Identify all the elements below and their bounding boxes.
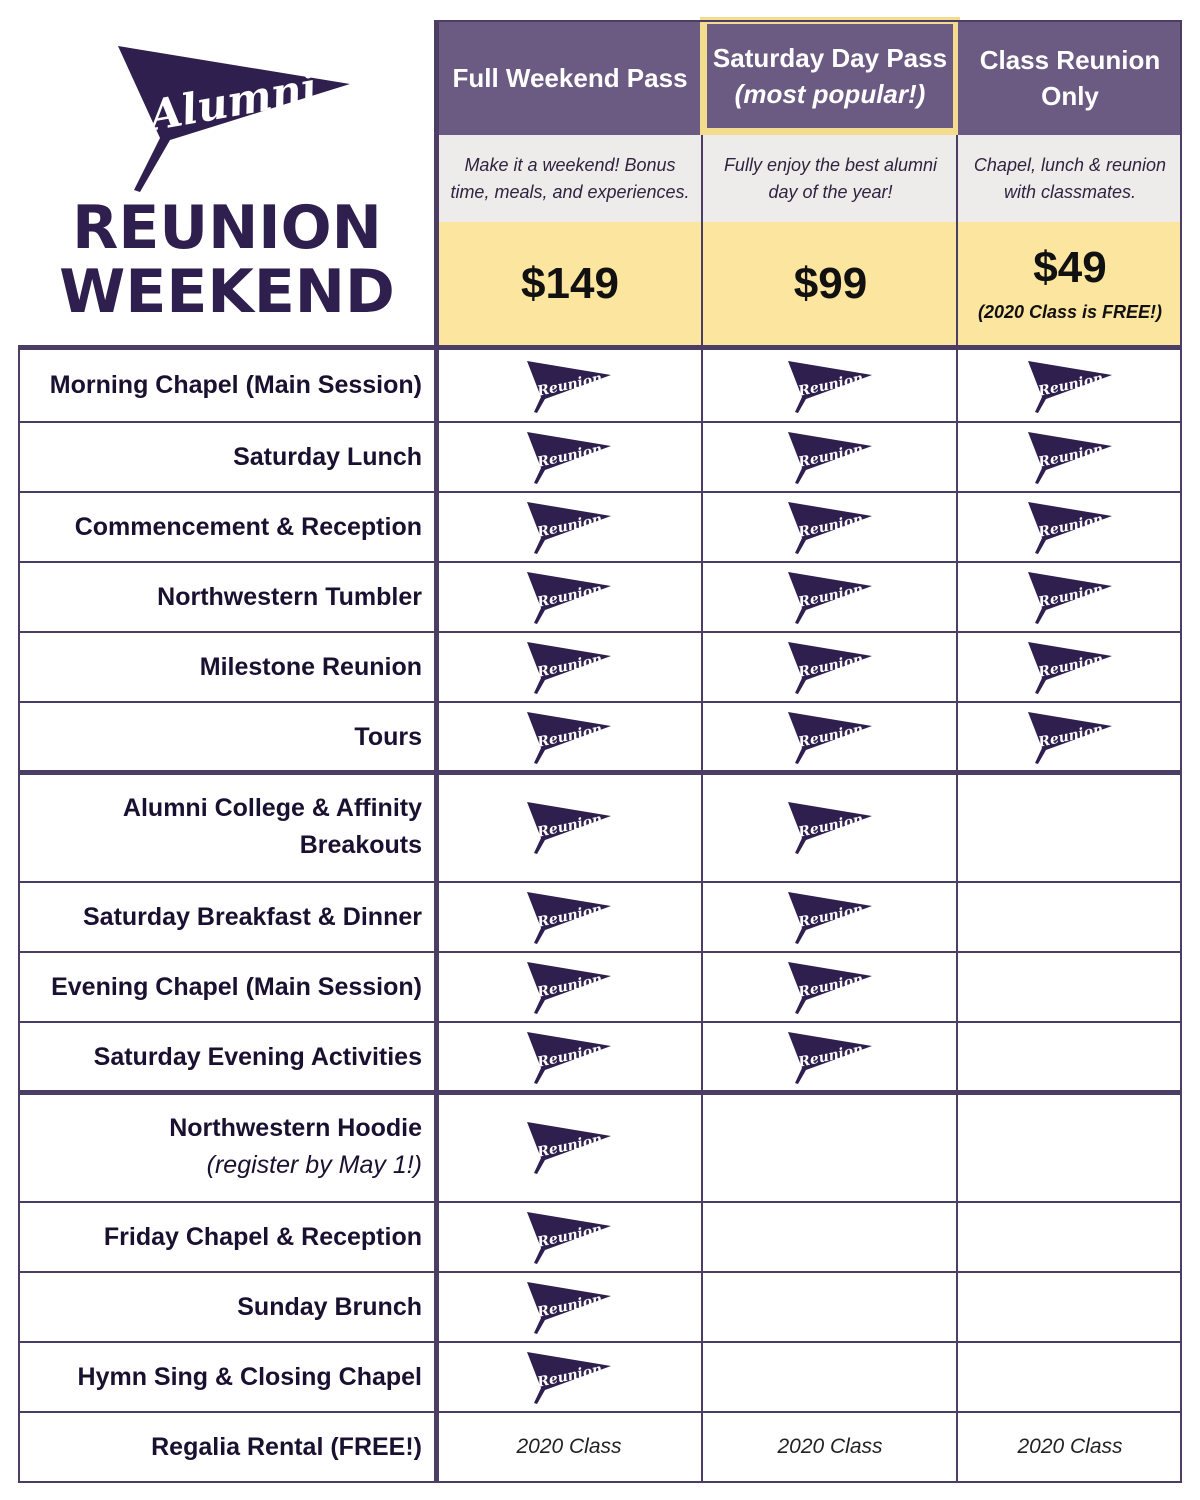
reunion-pennant-icon [525,800,613,854]
cell-text: 2020 Class [516,1435,622,1458]
plan-name-tagline: (most popular!) [734,79,926,109]
plan-price-saturday-day [703,222,958,346]
feature-cell [958,1412,1182,1482]
table-row [18,952,1182,1022]
pennant-text: Reunion [536,651,604,681]
feature-label [18,952,436,1022]
feature-cell [958,632,1182,702]
reunion-pennant-icon [525,570,613,624]
plan-name: Class Reunion [979,44,1161,75]
pennant-text: Reunion [1037,651,1105,681]
feature-cell [436,562,702,632]
price-amount: $99 [793,259,868,308]
pennant-text: Reunion [536,1041,604,1071]
header-top-border [434,20,1182,22]
feature-cell [958,952,1182,1022]
feature-label [18,632,436,702]
pennant-text: Reunion [797,369,865,400]
pennant-text: Reunion [536,369,604,400]
feature-cell [436,882,702,952]
reunion-pennant-icon [786,430,874,484]
feature-label-text: Morning Chapel (Main Session) [49,371,422,399]
reunion-pennant-icon [1026,359,1114,413]
reunion-pennant-icon [786,890,874,944]
feature-label-text: Alumni College & Affinity [122,794,422,822]
pennant-text: Reunion [797,441,865,471]
pennant-text: Reunion [536,1131,604,1161]
table-row [18,1202,1182,1272]
reunion-pennant-icon [525,640,613,694]
feature-label-subtext: Breakouts [299,831,422,859]
feature-label [18,562,436,632]
feature-cell [436,1092,702,1202]
feature-cell [436,1342,702,1412]
pennant-text: Reunion [536,971,604,1001]
reunion-pennant-icon [1026,430,1114,484]
plan-price-class-reunion [958,222,1182,346]
pennant-text: Reunion [1037,721,1105,751]
pennant-text: Reunion [536,721,604,751]
table-right-border [1180,20,1182,1482]
feature-cell [958,492,1182,562]
feature-cell [436,1202,702,1272]
reunion-pennant-icon [525,359,613,413]
feature-cell [702,882,958,952]
reunion-pennant-icon [525,890,613,944]
feature-cell [702,772,958,882]
feature-cell [702,422,958,492]
feature-cell [436,952,702,1022]
price-amount: $149 [521,259,619,308]
feature-cell [702,1202,958,1272]
feature-cell [702,1092,958,1202]
plan-description-saturday-day: Fully enjoy the best alumni day of the year! [703,135,958,222]
feature-cell [958,422,1182,492]
feature-label-text: Friday Chapel & Reception [103,1222,422,1251]
reunion-pennant-icon [525,500,613,554]
reunion-pennant-icon [525,430,613,484]
pennant-text: Reunion [536,511,604,541]
pennant-text: Reunion [1037,511,1105,541]
pennant-text: Reunion [797,901,865,931]
reunion-pennant-icon [1026,710,1114,764]
table-row [18,349,1182,422]
table-row [18,1022,1182,1092]
feature-cell [436,772,702,882]
reunion-pennant-icon [525,710,613,764]
plan-header-class-reunion [958,20,1182,135]
reunion-pennant-icon [525,960,613,1014]
feature-cell [702,562,958,632]
feature-cell [958,1342,1182,1412]
table-row [18,772,1182,882]
table-row [18,882,1182,952]
pennant-text: Reunion [797,511,865,541]
table-left-border [18,345,20,1482]
feature-label [18,1092,436,1202]
table-row [18,632,1182,702]
reunion-pennant-icon [525,1280,613,1334]
feature-cell [702,1342,958,1412]
feature-label-text: Commencement & Reception [74,512,422,541]
feature-cell [436,492,702,562]
table-row [18,492,1182,562]
feature-label [18,1412,436,1482]
feature-cell [958,562,1182,632]
reunion-pennant-icon [786,500,874,554]
plan-header-full-weekend [438,20,702,135]
feature-cell [436,422,702,492]
table-row [18,1092,1182,1202]
plan-header-saturday-day [700,17,960,135]
plan-description-full-weekend: Make it a weekend! Bonus time, meals, and experiences. [438,135,702,222]
feature-label-text: Evening Chapel (Main Session) [51,972,422,1001]
table-row [18,422,1182,492]
feature-cell [436,1272,702,1342]
plan-name-line2: Only [1041,80,1099,111]
pennant-text: Reunion [797,651,865,681]
plan-name: Full Weekend Pass [452,62,688,93]
pennant-text: Reunion [536,901,604,931]
feature-label-text: Hymn Sing & Closing Chapel [77,1362,422,1391]
table-row [18,1412,1182,1482]
reunion-pennant-icon [786,710,874,764]
feature-label-text: Saturday Breakfast & Dinner [82,902,422,931]
feature-label [18,1272,436,1342]
pennant-text: Reunion [1037,369,1105,400]
pennant-text: Reunion [797,721,865,751]
feature-cell [958,1272,1182,1342]
logo-script-text: Alumni [145,62,322,141]
reunion-pennant-icon [786,960,874,1014]
pennant-text: Reunion [536,1221,604,1251]
plan-description-class-reunion: Chapel, lunch & reunion with classmates. [958,135,1182,222]
cell-text: 2020 Class [777,1435,883,1458]
reunion-pennant-icon [1026,570,1114,624]
price-note: (2020 Class is FREE!) [977,302,1163,322]
alumni-reunion-logo [18,20,436,346]
logo-title-weekend: WEEKEND [59,257,395,327]
feature-label-text: Tours [354,722,422,751]
feature-label-subtext: (register by May 1!) [206,1151,422,1179]
feature-cell [702,1022,958,1092]
pennant-text: Reunion [797,1041,865,1071]
feature-label [18,1342,436,1412]
feature-cell [958,882,1182,952]
reunion-pennant-icon [786,1030,874,1084]
table-row [18,702,1182,772]
reunion-pennant-icon [786,570,874,624]
cell-text: 2020 Class [1017,1435,1123,1458]
pennant-text: Reunion [1037,441,1105,471]
feature-cell [958,1022,1182,1092]
feature-cell [436,632,702,702]
feature-label-text: Saturday Evening Activities [93,1042,422,1071]
reunion-pennant-icon [786,640,874,694]
feature-label [18,349,436,422]
reunion-pennant-icon [786,359,874,413]
feature-label [18,702,436,772]
feature-cell [436,1022,702,1092]
table-top-border [18,345,1182,350]
feature-label [18,1202,436,1272]
feature-cell [702,1272,958,1342]
feature-cell [702,492,958,562]
feature-cell [436,349,702,422]
reunion-pennant-icon [525,1120,613,1174]
feature-label-text: Sunday Brunch [237,1292,422,1321]
reunion-pennant-icon [525,1030,613,1084]
table-row [18,1342,1182,1412]
feature-label [18,882,436,952]
reunion-pennant-icon [525,1210,613,1264]
pennant-text: Reunion [536,441,604,471]
feature-label-text: Northwestern Hoodie [169,1114,422,1142]
feature-label [18,492,436,562]
label-column-divider [434,20,439,1482]
table-row [18,562,1182,632]
feature-label-text: Regalia Rental (FREE!) [151,1432,422,1461]
pennant-text: Reunion [797,971,865,1001]
plan-price-full-weekend [438,222,702,346]
pennant-text: Reunion [536,1291,604,1321]
pennant-text: Reunion [536,811,604,841]
feature-cell [958,1092,1182,1202]
feature-cell [958,1202,1182,1272]
feature-label-text: Saturday Lunch [233,442,422,471]
feature-cell [436,702,702,772]
column-divider [701,135,703,1482]
feature-cell [702,349,958,422]
feature-cell [702,632,958,702]
feature-label [18,422,436,492]
price-amount: $49 [1033,243,1107,292]
column-divider [956,135,958,1482]
feature-label-text: Northwestern Tumbler [157,582,422,611]
table-row [18,1272,1182,1342]
feature-cell [436,1412,702,1482]
pennant-text: Reunion [797,811,865,841]
feature-cell [958,772,1182,882]
feature-cell [702,702,958,772]
feature-label-text: Milestone Reunion [199,652,422,681]
feature-cell [958,349,1182,422]
plan-name: Saturday Day Pass [712,43,948,73]
reunion-pennant-icon [1026,500,1114,554]
alumni-pennant-icon [110,42,360,192]
feature-cell [702,952,958,1022]
feature-cell [702,1412,958,1482]
logo-title-reunion: REUNION [72,193,382,263]
feature-label [18,1022,436,1092]
reunion-pennant-icon [786,800,874,854]
pennant-text: Reunion [797,581,865,611]
pennant-text: Reunion [1037,581,1105,611]
pennant-text: Reunion [536,1361,604,1391]
feature-cell [958,702,1182,772]
reunion-pennant-icon [1026,640,1114,694]
feature-label [18,772,436,882]
pennant-text: Reunion [536,581,604,611]
reunion-pennant-icon [525,1350,613,1404]
row-divider [18,1481,1182,1483]
